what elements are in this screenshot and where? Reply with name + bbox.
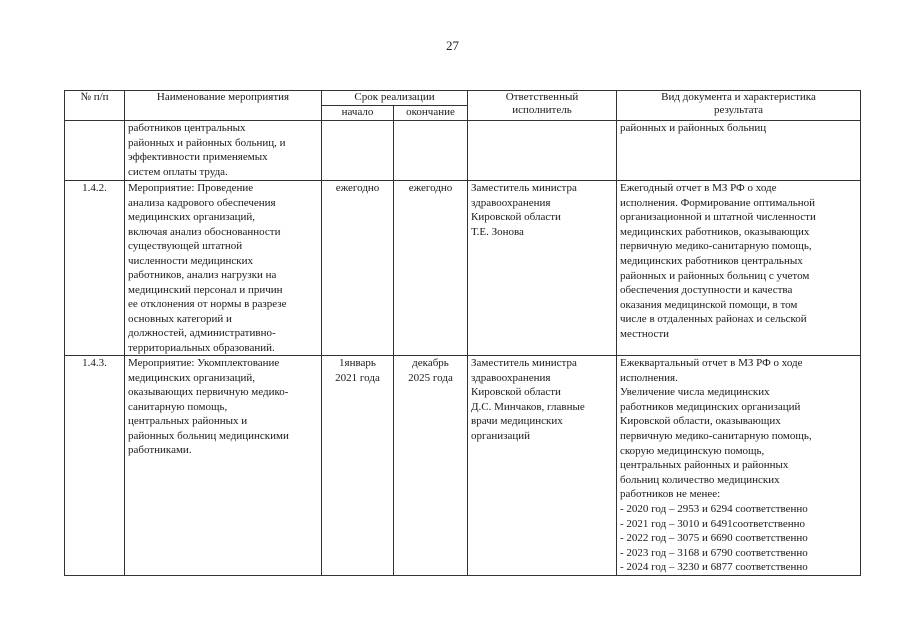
cell-line: - 2023 год – 3168 и 6790 соответственно — [620, 546, 808, 559]
cell-line: медицинских организаций, — [128, 371, 256, 384]
table-row — [65, 356, 861, 576]
cell-line: - 2022 год – 3075 и 6690 соответственно — [620, 532, 808, 545]
cell-start — [322, 356, 394, 576]
cell-line: Кировской области, оказывающих — [620, 415, 781, 428]
cell-end — [394, 121, 468, 181]
cell-responsible — [468, 356, 617, 576]
cell-line: работников не менее: — [620, 488, 721, 501]
cell-line: 2021 года — [335, 371, 380, 384]
cell-line: анализа кадрового обеспечения — [128, 196, 276, 209]
cell-line: оказывающих первичную медико- — [128, 386, 289, 398]
cell-result — [617, 356, 861, 576]
cell-line: Мероприятие: Проведение — [128, 182, 254, 194]
header-result-line: Вид документа и характеристика — [661, 91, 816, 103]
header-num: № п/п — [65, 91, 125, 121]
cell-line: работников центральных — [128, 122, 246, 134]
header-responsible — [468, 91, 617, 121]
cell-result — [617, 181, 861, 356]
cell-line: должностей, административно- — [128, 327, 276, 339]
cell-line: территориальных образований. — [128, 341, 275, 354]
header-period: Срок реализации — [322, 91, 468, 106]
cell-line: здравоохранения — [471, 196, 551, 209]
cell-line: числе в отдаленных районах и сельской — [620, 313, 807, 326]
cell-line: Ежегодный отчет в МЗ РФ о ходе — [620, 182, 777, 194]
cell-line: - 2024 год – 3230 и 6877 соответственно — [620, 561, 808, 574]
header-result-line: результата — [713, 104, 764, 116]
cell-line: первичную медико-санитарную помощь, — [620, 429, 812, 442]
cell-name — [125, 121, 322, 181]
cell-line: Кировской области — [471, 386, 561, 398]
cell-responsible — [468, 121, 617, 181]
cell-line: Кировской области — [471, 211, 561, 223]
cell-line: исполнения. — [620, 371, 678, 384]
cell-line: ежегодно — [335, 182, 380, 194]
cell-line: - 2020 год – 2953 и 6294 соответственно — [620, 502, 808, 515]
cell-line: 1январь — [339, 357, 376, 369]
cell-line: Заместитель министра — [471, 182, 577, 194]
cell-line: врачи медицинских — [471, 415, 563, 427]
cell-end — [394, 181, 468, 356]
cell-start — [322, 121, 394, 181]
cell-start — [322, 181, 394, 356]
cell-line: Увеличение числа медицинских — [620, 386, 770, 399]
cell-line: существующей штатной — [128, 240, 243, 252]
header-responsible-line: исполнитель — [512, 104, 572, 116]
cell-line: медицинский персонал и причин — [128, 283, 283, 296]
cell-line: работников, анализ нагрузки на — [128, 269, 277, 281]
cell-line: организаций — [471, 429, 531, 442]
header-row — [65, 91, 861, 106]
cell-result — [617, 121, 861, 181]
cell-line: основных категорий и — [128, 312, 232, 325]
cell-line: декабрь — [412, 357, 449, 369]
cell-line: районных больниц медицинскими — [128, 429, 289, 442]
cell-num: 1.4.2. — [65, 181, 125, 356]
cell-line: эффективности применяемых — [128, 151, 268, 163]
cell-line: центральных районных и районных — [620, 459, 789, 472]
cell-line: исполнения. Формирование оптимальной — [620, 196, 816, 209]
cell-end — [394, 356, 468, 576]
cell-line: 2025 года — [408, 371, 453, 384]
cell-line: медицинских работников центральных — [620, 254, 803, 267]
cell-line: организационной и штатной численности — [620, 211, 816, 224]
cell-line: работников медицинских организаций — [620, 400, 801, 413]
table-row — [65, 181, 861, 356]
header-result — [617, 91, 861, 121]
table-row — [65, 121, 861, 181]
page-number: 27 — [446, 38, 459, 53]
header-responsible-line: Ответственный — [505, 91, 579, 103]
cell-name — [125, 356, 322, 576]
cell-line: включая анализ обоснованности — [128, 225, 281, 238]
cell-line: медицинских работников, оказывающих — [620, 225, 810, 238]
cell-line: районных и районных больниц, и — [128, 136, 286, 149]
cell-line: ее отклонения от нормы в разрезе — [128, 298, 287, 310]
cell-line: центральных районных и — [128, 415, 248, 427]
cell-line: здравоохранения — [471, 371, 551, 384]
header-name: Наименование мероприятия — [125, 91, 322, 121]
cell-line: районных и районных больниц — [620, 122, 767, 134]
cell-name — [125, 181, 322, 356]
cell-line: местности — [620, 327, 670, 340]
measures-table — [64, 90, 861, 576]
cell-line: больниц количество медицинских — [620, 473, 780, 486]
cell-line: оказания медицинской помощи, в том — [620, 298, 798, 311]
cell-line: Д.С. Минчаков, главные — [471, 400, 585, 413]
cell-line: Т.Е. Зонова — [471, 225, 524, 238]
cell-line: Заместитель министра — [471, 357, 577, 369]
cell-num: 1.4.3. — [65, 356, 125, 576]
cell-line: санитарную помощь, — [128, 400, 228, 413]
cell-line: работниками. — [128, 444, 192, 456]
cell-line: Ежеквартальный отчет в МЗ РФ о ходе — [620, 357, 803, 369]
cell-line: первичную медико-санитарную помощь, — [620, 240, 812, 253]
cell-line: медицинских организаций, — [128, 211, 256, 223]
cell-line: - 2021 год – 3010 и 6491соответственно — [620, 517, 806, 530]
cell-line: скорую медицинскую помощь, — [620, 444, 765, 457]
cell-line: районных и районных больниц с учетом — [620, 269, 810, 282]
cell-line: численности медицинских — [128, 254, 254, 267]
cell-line: систем оплаты труда. — [128, 165, 228, 178]
cell-line: Мероприятие: Укомплектование — [128, 357, 280, 369]
cell-num — [65, 121, 125, 181]
cell-line: обеспечения доступности и качества — [620, 284, 793, 297]
cell-line: ежегодно — [408, 182, 453, 194]
header-start: начало — [322, 106, 394, 121]
cell-responsible — [468, 181, 617, 356]
header-end: окончание — [394, 106, 468, 121]
